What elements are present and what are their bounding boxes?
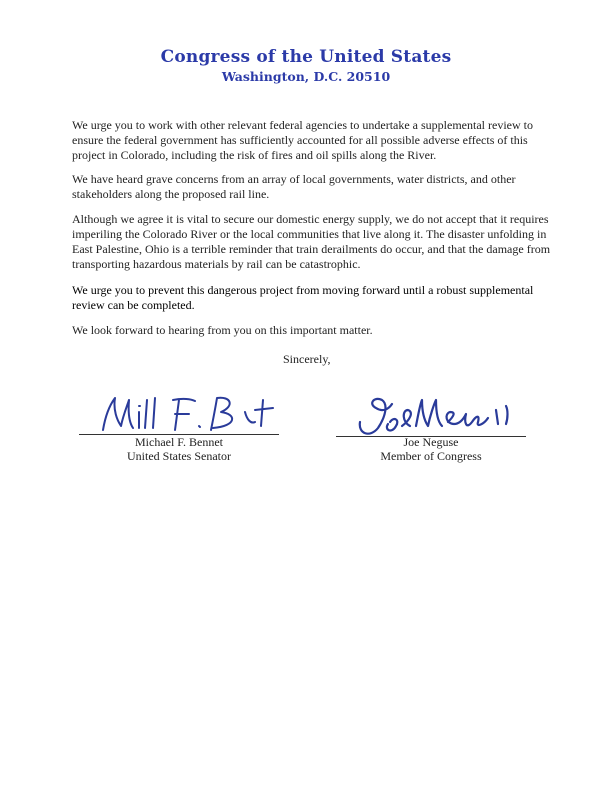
paragraph-energy-supply: Although we agree it is vital to secure our domestic energy supply, we do not accept that it requires imperiling the Colorado River or the local communities that live along it. The disaster unfolding in East Palestine, Ohio is a terrible reminder that train derailments do occur, and that the damage from transporting hazardous materials by rail can be catastrophic. (72, 212, 551, 271)
closing-salutation: Sincerely, (283, 352, 331, 366)
signer-title-neguse: Member of Congress (380, 449, 482, 463)
paragraph-grave-concerns: We have heard grave concerns from an array of local governments, water districts, and other stakeholders along the proposed rail line. (72, 172, 516, 201)
signature-bennet (95, 392, 285, 437)
signer-title-bennet: United States Senator (127, 449, 231, 463)
signer-name-neguse: Joe Neguse (403, 435, 459, 449)
paragraph-supplemental-review: We urge you to work with other relevant federal agencies to undertake a supplemental review to ensure the federal government has sufficiently accounted for all possible adverse effects of this project in Colorado, including the risk of fires and oil spills along the River. (72, 118, 533, 162)
paragraph-prevent-project: We urge you to prevent this dangerous project from moving forward until a robust supplemental review can be completed. (72, 283, 534, 312)
letterhead-subtitle: Washington, D.C. 20510 (221, 69, 391, 84)
letterhead-title: Congress of the United States (160, 47, 452, 67)
signer-name-bennet: Michael F. Bennet (134, 435, 224, 449)
paragraph-look-forward: We look forward to hearing from you on this important matter. (72, 323, 373, 337)
